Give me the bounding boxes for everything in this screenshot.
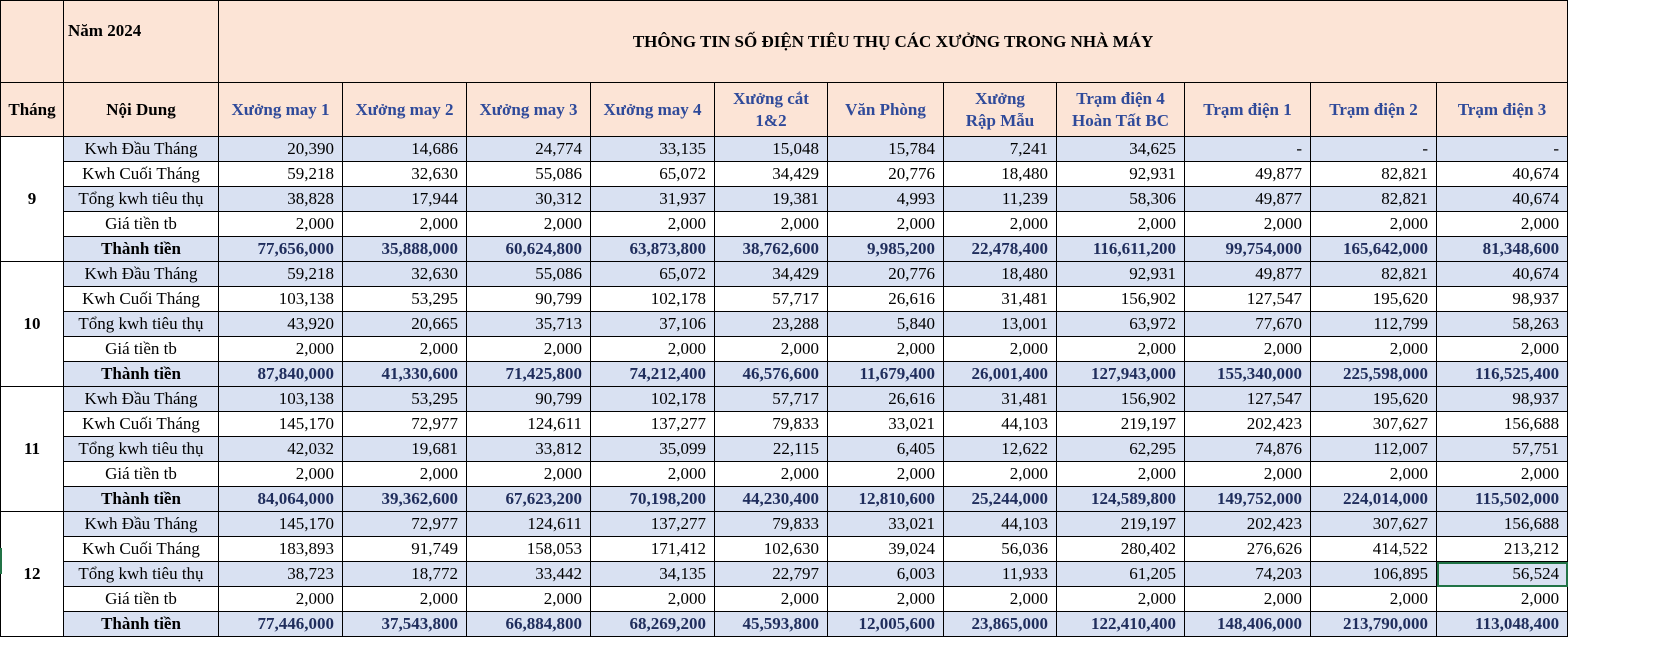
value-cell[interactable]: 74,203: [1185, 562, 1311, 587]
value-cell[interactable]: 26,616: [828, 287, 944, 312]
value-cell[interactable]: 99,754,000: [1185, 237, 1311, 262]
value-cell[interactable]: 41,330,600: [343, 362, 467, 387]
value-cell[interactable]: 2,000: [1185, 212, 1311, 237]
value-cell[interactable]: 9,985,200: [828, 237, 944, 262]
table-row: [1, 187, 1568, 212]
value-cell[interactable]: 39,362,600: [343, 487, 467, 512]
value-cell[interactable]: 62,295: [1057, 437, 1185, 462]
value-cell[interactable]: 57,717: [715, 287, 828, 312]
value-cell[interactable]: 103,138: [219, 387, 343, 412]
value-cell[interactable]: 19,681: [343, 437, 467, 462]
row-label[interactable]: Kwh Đầu Tháng: [64, 262, 219, 287]
column-header-line: Xưởng may 4: [603, 99, 702, 119]
row-label[interactable]: Tổng kwh tiêu thụ: [64, 187, 219, 212]
value-cell[interactable]: 127,943,000: [1057, 362, 1185, 387]
value-cell[interactable]: 33,021: [828, 412, 944, 437]
value-cell[interactable]: 57,751: [1437, 437, 1568, 462]
column-header-line: Văn Phòng: [845, 99, 926, 119]
selected-cell[interactable]: 56,524: [1437, 562, 1568, 587]
table-row: [1, 387, 1568, 412]
value-cell[interactable]: 158,053: [467, 537, 591, 562]
value-cell[interactable]: 38,723: [219, 562, 343, 587]
value-cell[interactable]: 127,547: [1185, 387, 1311, 412]
value-cell[interactable]: -: [1437, 137, 1568, 162]
value-cell[interactable]: 34,429: [715, 262, 828, 287]
value-cell[interactable]: 2,000: [715, 462, 828, 487]
month-cell[interactable]: 12: [1, 512, 64, 637]
value-cell[interactable]: 77,656,000: [219, 237, 343, 262]
value-cell[interactable]: 34,429: [715, 162, 828, 187]
value-cell[interactable]: 12,810,600: [828, 487, 944, 512]
value-cell[interactable]: 2,000: [1311, 462, 1437, 487]
value-cell[interactable]: 35,099: [591, 437, 715, 462]
column-header-line: 1&2: [755, 110, 787, 130]
value-cell[interactable]: 79,833: [715, 512, 828, 537]
value-cell[interactable]: 2,000: [219, 212, 343, 237]
table-row: [1, 562, 1568, 587]
value-cell[interactable]: 33,812: [467, 437, 591, 462]
value-cell[interactable]: 25,244,000: [944, 487, 1057, 512]
table-title[interactable]: THÔNG TIN SỐ ĐIỆN TIÊU THỤ CÁC XƯỞNG TRONG NHÀ MÁY: [219, 1, 1568, 83]
value-cell[interactable]: 225,598,000: [1311, 362, 1437, 387]
column-header[interactable]: [591, 83, 715, 137]
column-header[interactable]: [467, 83, 591, 137]
value-cell[interactable]: 148,406,000: [1185, 612, 1311, 637]
value-cell[interactable]: 42,032: [219, 437, 343, 462]
table-row: [1, 437, 1568, 462]
value-cell[interactable]: 2,000: [828, 462, 944, 487]
month-cell[interactable]: 11: [1, 387, 64, 512]
table-row: [1, 162, 1568, 187]
value-cell[interactable]: 43,920: [219, 312, 343, 337]
year-label[interactable]: Năm 2024: [64, 1, 219, 83]
value-cell[interactable]: 53,295: [343, 287, 467, 312]
column-header-line: Xưởng may 1: [231, 99, 330, 119]
corner-cell[interactable]: [1, 1, 64, 83]
value-cell[interactable]: 44,230,400: [715, 487, 828, 512]
value-cell[interactable]: 58,306: [1057, 187, 1185, 212]
title-row: [1, 1, 1568, 83]
value-cell[interactable]: 98,937: [1437, 387, 1568, 412]
value-cell[interactable]: 276,626: [1185, 537, 1311, 562]
value-cell[interactable]: 18,772: [343, 562, 467, 587]
value-cell[interactable]: 67,623,200: [467, 487, 591, 512]
value-cell[interactable]: 49,877: [1185, 262, 1311, 287]
value-cell[interactable]: 53,295: [343, 387, 467, 412]
value-cell[interactable]: 35,888,000: [343, 237, 467, 262]
value-cell[interactable]: 22,115: [715, 437, 828, 462]
value-cell[interactable]: 4,993: [828, 187, 944, 212]
value-cell[interactable]: 2,000: [467, 462, 591, 487]
row-label[interactable]: Kwh Đầu Tháng: [64, 137, 219, 162]
value-cell[interactable]: 20,776: [828, 162, 944, 187]
month-column-header[interactable]: Tháng: [1, 83, 64, 137]
value-cell[interactable]: 77,446,000: [219, 612, 343, 637]
value-cell[interactable]: 124,589,800: [1057, 487, 1185, 512]
value-cell[interactable]: 66,884,800: [467, 612, 591, 637]
value-cell[interactable]: 2,000: [467, 587, 591, 612]
value-cell[interactable]: 137,277: [591, 512, 715, 537]
value-cell[interactable]: 2,000: [1057, 337, 1185, 362]
value-cell[interactable]: 40,674: [1437, 262, 1568, 287]
value-cell[interactable]: 46,576,600: [715, 362, 828, 387]
value-cell[interactable]: 40,674: [1437, 187, 1568, 212]
value-cell[interactable]: 2,000: [715, 587, 828, 612]
row-label[interactable]: Thành tiền: [64, 487, 219, 512]
value-cell[interactable]: -: [1185, 137, 1311, 162]
value-cell[interactable]: 58,263: [1437, 312, 1568, 337]
value-cell[interactable]: 11,239: [944, 187, 1057, 212]
value-cell[interactable]: 124,611: [467, 412, 591, 437]
row-label[interactable]: Kwh Đầu Tháng: [64, 387, 219, 412]
value-cell[interactable]: 213,790,000: [1311, 612, 1437, 637]
value-cell[interactable]: 24,774: [467, 137, 591, 162]
value-cell[interactable]: 87,840,000: [219, 362, 343, 387]
value-cell[interactable]: 44,103: [944, 512, 1057, 537]
value-cell[interactable]: 165,642,000: [1311, 237, 1437, 262]
value-cell[interactable]: 156,902: [1057, 387, 1185, 412]
value-cell[interactable]: 33,135: [591, 137, 715, 162]
value-cell[interactable]: 112,007: [1311, 437, 1437, 462]
value-cell[interactable]: 32,630: [343, 162, 467, 187]
value-cell[interactable]: 15,784: [828, 137, 944, 162]
value-cell[interactable]: 2,000: [1437, 212, 1568, 237]
column-header-line: Xưởng cắt: [733, 88, 809, 108]
value-cell[interactable]: 155,340,000: [1185, 362, 1311, 387]
value-cell[interactable]: 68,269,200: [591, 612, 715, 637]
value-cell[interactable]: 44,103: [944, 412, 1057, 437]
value-cell[interactable]: 90,799: [467, 287, 591, 312]
value-cell[interactable]: 26,001,400: [944, 362, 1057, 387]
month-cell[interactable]: 9: [1, 137, 64, 262]
table-row: [1, 512, 1568, 537]
table-row: [1, 462, 1568, 487]
value-cell[interactable]: 156,688: [1437, 412, 1568, 437]
value-cell[interactable]: 202,423: [1185, 512, 1311, 537]
value-cell[interactable]: 13,001: [944, 312, 1057, 337]
value-cell[interactable]: 82,821: [1311, 162, 1437, 187]
row-label[interactable]: Giá tiền tb: [64, 462, 219, 487]
value-cell[interactable]: 7,241: [944, 137, 1057, 162]
value-cell[interactable]: 92,931: [1057, 162, 1185, 187]
value-cell[interactable]: 77,670: [1185, 312, 1311, 337]
value-cell[interactable]: 224,014,000: [1311, 487, 1437, 512]
column-header[interactable]: [944, 83, 1057, 137]
month-cell[interactable]: 10: [1, 262, 64, 387]
value-cell[interactable]: 124,611: [467, 512, 591, 537]
column-header[interactable]: [1437, 83, 1568, 137]
value-cell[interactable]: 59,218: [219, 262, 343, 287]
value-cell[interactable]: 414,522: [1311, 537, 1437, 562]
value-cell[interactable]: 37,543,800: [343, 612, 467, 637]
table-row: [1, 337, 1568, 362]
value-cell[interactable]: 33,442: [467, 562, 591, 587]
value-cell[interactable]: 2,000: [343, 462, 467, 487]
column-header[interactable]: [1057, 83, 1185, 137]
column-header-line: Xưởng may 2: [355, 99, 454, 119]
value-cell[interactable]: 74,876: [1185, 437, 1311, 462]
row-label[interactable]: Tổng kwh tiêu thụ: [64, 562, 219, 587]
value-cell[interactable]: 60,624,800: [467, 237, 591, 262]
value-cell[interactable]: 2,000: [944, 337, 1057, 362]
column-header-line: Xưởng may 3: [479, 99, 578, 119]
value-cell[interactable]: 115,502,000: [1437, 487, 1568, 512]
value-cell[interactable]: 91,749: [343, 537, 467, 562]
row-label[interactable]: Thành tiền: [64, 362, 219, 387]
value-cell[interactable]: 2,000: [591, 462, 715, 487]
value-cell[interactable]: 72,977: [343, 412, 467, 437]
row-label[interactable]: Kwh Cuối Tháng: [64, 162, 219, 187]
value-cell[interactable]: 65,072: [591, 262, 715, 287]
value-cell[interactable]: 20,390: [219, 137, 343, 162]
column-header-line: Xưởng: [975, 88, 1025, 108]
value-cell[interactable]: 2,000: [467, 212, 591, 237]
value-cell[interactable]: 156,902: [1057, 287, 1185, 312]
value-cell[interactable]: 90,799: [467, 387, 591, 412]
row-label[interactable]: Kwh Cuối Tháng: [64, 537, 219, 562]
value-cell[interactable]: 103,138: [219, 287, 343, 312]
column-header[interactable]: [828, 83, 944, 137]
value-cell[interactable]: 18,480: [944, 262, 1057, 287]
row-label[interactable]: Kwh Đầu Tháng: [64, 512, 219, 537]
value-cell[interactable]: 127,547: [1185, 287, 1311, 312]
row-label[interactable]: Giá tiền tb: [64, 337, 219, 362]
table-row: [1, 137, 1568, 162]
value-cell[interactable]: 116,525,400: [1437, 362, 1568, 387]
value-cell[interactable]: 2,000: [944, 587, 1057, 612]
value-cell[interactable]: 72,977: [343, 512, 467, 537]
value-cell[interactable]: 17,944: [343, 187, 467, 212]
value-cell[interactable]: 2,000: [219, 587, 343, 612]
row-label[interactable]: Giá tiền tb: [64, 587, 219, 612]
value-cell[interactable]: 56,036: [944, 537, 1057, 562]
value-cell[interactable]: 219,197: [1057, 512, 1185, 537]
value-cell[interactable]: 59,218: [219, 162, 343, 187]
value-cell[interactable]: 34,135: [591, 562, 715, 587]
value-cell[interactable]: 102,178: [591, 387, 715, 412]
value-cell[interactable]: 33,021: [828, 512, 944, 537]
value-cell[interactable]: 2,000: [1437, 337, 1568, 362]
value-cell[interactable]: 35,713: [467, 312, 591, 337]
value-cell[interactable]: 79,833: [715, 412, 828, 437]
value-cell[interactable]: 6,003: [828, 562, 944, 587]
value-cell[interactable]: 2,000: [591, 587, 715, 612]
value-cell[interactable]: 106,895: [1311, 562, 1437, 587]
column-header-line: Trạm điện 3: [1457, 99, 1547, 119]
value-cell[interactable]: 65,072: [591, 162, 715, 187]
table-row: [1, 287, 1568, 312]
column-header[interactable]: [343, 83, 467, 137]
row-label[interactable]: Tổng kwh tiêu thụ: [64, 312, 219, 337]
value-cell[interactable]: 63,972: [1057, 312, 1185, 337]
column-header-line: Rập Mẫu: [965, 110, 1035, 130]
value-cell[interactable]: 183,893: [219, 537, 343, 562]
value-cell[interactable]: 2,000: [1437, 587, 1568, 612]
column-header[interactable]: [715, 83, 828, 137]
value-cell[interactable]: 38,828: [219, 187, 343, 212]
value-cell[interactable]: 2,000: [1185, 462, 1311, 487]
value-cell[interactable]: 84,064,000: [219, 487, 343, 512]
value-cell[interactable]: 2,000: [591, 337, 715, 362]
table-row: [1, 312, 1568, 337]
value-cell[interactable]: 156,688: [1437, 512, 1568, 537]
value-cell[interactable]: 122,410,400: [1057, 612, 1185, 637]
value-cell[interactable]: 23,288: [715, 312, 828, 337]
value-cell[interactable]: 45,593,800: [715, 612, 828, 637]
value-cell[interactable]: 2,000: [828, 337, 944, 362]
value-cell[interactable]: -: [1311, 137, 1437, 162]
table-row: [1, 587, 1568, 612]
row-label[interactable]: Giá tiền tb: [64, 212, 219, 237]
value-cell[interactable]: 102,178: [591, 287, 715, 312]
value-cell[interactable]: 2,000: [1057, 462, 1185, 487]
value-cell[interactable]: 26,616: [828, 387, 944, 412]
value-cell[interactable]: 113,048,400: [1437, 612, 1568, 637]
active-row-marker: [0, 548, 2, 574]
table-row: [1, 237, 1568, 262]
value-cell[interactable]: 219,197: [1057, 412, 1185, 437]
value-cell[interactable]: 74,212,400: [591, 362, 715, 387]
column-header-line: Trạm điện 2: [1329, 99, 1418, 119]
value-cell[interactable]: 171,412: [591, 537, 715, 562]
value-cell[interactable]: 22,478,400: [944, 237, 1057, 262]
value-cell[interactable]: 30,312: [467, 187, 591, 212]
value-cell[interactable]: 19,381: [715, 187, 828, 212]
column-header-line: Trạm điện 1: [1203, 99, 1292, 119]
value-cell[interactable]: 2,000: [828, 212, 944, 237]
value-cell[interactable]: 2,000: [343, 587, 467, 612]
value-cell[interactable]: 12,622: [944, 437, 1057, 462]
value-cell[interactable]: 82,821: [1311, 187, 1437, 212]
value-cell[interactable]: 2,000: [591, 212, 715, 237]
content-column-header[interactable]: Nội Dung: [64, 83, 219, 137]
value-cell[interactable]: 71,425,800: [467, 362, 591, 387]
value-cell[interactable]: 145,170: [219, 412, 343, 437]
value-cell[interactable]: 2,000: [1185, 337, 1311, 362]
table-row: [1, 412, 1568, 437]
value-cell[interactable]: 195,620: [1311, 287, 1437, 312]
value-cell[interactable]: 11,679,400: [828, 362, 944, 387]
value-cell[interactable]: 2,000: [343, 337, 467, 362]
column-header-row: [1, 83, 1568, 137]
value-cell[interactable]: 2,000: [1057, 212, 1185, 237]
value-cell[interactable]: 38,762,600: [715, 237, 828, 262]
value-cell[interactable]: 22,797: [715, 562, 828, 587]
value-cell[interactable]: 49,877: [1185, 187, 1311, 212]
row-label[interactable]: Thành tiền: [64, 612, 219, 637]
value-cell[interactable]: 20,665: [343, 312, 467, 337]
value-cell[interactable]: 2,000: [944, 212, 1057, 237]
value-cell[interactable]: 195,620: [1311, 387, 1437, 412]
value-cell[interactable]: 61,205: [1057, 562, 1185, 587]
value-cell[interactable]: 31,481: [944, 287, 1057, 312]
value-cell[interactable]: 12,005,600: [828, 612, 944, 637]
value-cell[interactable]: 31,481: [944, 387, 1057, 412]
value-cell[interactable]: 23,865,000: [944, 612, 1057, 637]
value-cell[interactable]: 2,000: [1311, 587, 1437, 612]
table-row: [1, 212, 1568, 237]
value-cell[interactable]: 2,000: [1057, 587, 1185, 612]
column-header[interactable]: [1185, 83, 1311, 137]
value-cell[interactable]: 81,348,600: [1437, 237, 1568, 262]
value-cell[interactable]: 2,000: [1311, 337, 1437, 362]
row-label[interactable]: Kwh Cuối Tháng: [64, 412, 219, 437]
value-cell[interactable]: 307,627: [1311, 412, 1437, 437]
row-label[interactable]: Thành tiền: [64, 237, 219, 262]
column-header[interactable]: [1311, 83, 1437, 137]
value-cell[interactable]: 2,000: [219, 337, 343, 362]
value-cell[interactable]: 5,840: [828, 312, 944, 337]
value-cell[interactable]: 6,405: [828, 437, 944, 462]
value-cell[interactable]: 92,931: [1057, 262, 1185, 287]
value-cell[interactable]: 2,000: [1311, 212, 1437, 237]
value-cell[interactable]: 55,086: [467, 262, 591, 287]
value-cell[interactable]: 137,277: [591, 412, 715, 437]
value-cell[interactable]: 307,627: [1311, 512, 1437, 537]
value-cell[interactable]: 82,821: [1311, 262, 1437, 287]
value-cell[interactable]: 15,048: [715, 137, 828, 162]
table-row: [1, 612, 1568, 637]
table-row: [1, 362, 1568, 387]
row-label[interactable]: Tổng kwh tiêu thụ: [64, 437, 219, 462]
value-cell[interactable]: 70,198,200: [591, 487, 715, 512]
column-header[interactable]: [219, 83, 343, 137]
table-row: [1, 487, 1568, 512]
row-label[interactable]: Kwh Cuối Tháng: [64, 287, 219, 312]
table-row: [1, 262, 1568, 287]
value-cell[interactable]: 98,937: [1437, 287, 1568, 312]
value-cell[interactable]: 112,799: [1311, 312, 1437, 337]
value-cell[interactable]: 11,933: [944, 562, 1057, 587]
value-cell[interactable]: 2,000: [828, 587, 944, 612]
value-cell[interactable]: 2,000: [944, 462, 1057, 487]
value-cell[interactable]: 39,024: [828, 537, 944, 562]
value-cell[interactable]: 102,630: [715, 537, 828, 562]
value-cell[interactable]: 57,717: [715, 387, 828, 412]
value-cell[interactable]: 49,877: [1185, 162, 1311, 187]
value-cell[interactable]: 2,000: [715, 337, 828, 362]
column-header-line: Hoàn Tất BC: [1072, 110, 1169, 130]
value-cell[interactable]: 2,000: [1185, 587, 1311, 612]
value-cell[interactable]: 2,000: [343, 212, 467, 237]
value-cell[interactable]: 32,630: [343, 262, 467, 287]
value-cell[interactable]: 18,480: [944, 162, 1057, 187]
column-header-line: Trạm điện 4: [1076, 88, 1165, 108]
value-cell[interactable]: 2,000: [219, 462, 343, 487]
value-cell[interactable]: 34,625: [1057, 137, 1185, 162]
value-cell[interactable]: 2,000: [1437, 462, 1568, 487]
value-cell[interactable]: 202,423: [1185, 412, 1311, 437]
value-cell[interactable]: 145,170: [219, 512, 343, 537]
value-cell[interactable]: 55,086: [467, 162, 591, 187]
value-cell[interactable]: 63,873,800: [591, 237, 715, 262]
value-cell[interactable]: 116,611,200: [1057, 237, 1185, 262]
table-row: [1, 537, 1568, 562]
value-cell[interactable]: 20,776: [828, 262, 944, 287]
value-cell[interactable]: 2,000: [715, 212, 828, 237]
value-cell[interactable]: 2,000: [467, 337, 591, 362]
value-cell[interactable]: 149,752,000: [1185, 487, 1311, 512]
value-cell[interactable]: 37,106: [591, 312, 715, 337]
value-cell[interactable]: 280,402: [1057, 537, 1185, 562]
value-cell[interactable]: 14,686: [343, 137, 467, 162]
value-cell[interactable]: 213,212: [1437, 537, 1568, 562]
value-cell[interactable]: 31,937: [591, 187, 715, 212]
value-cell[interactable]: 40,674: [1437, 162, 1568, 187]
